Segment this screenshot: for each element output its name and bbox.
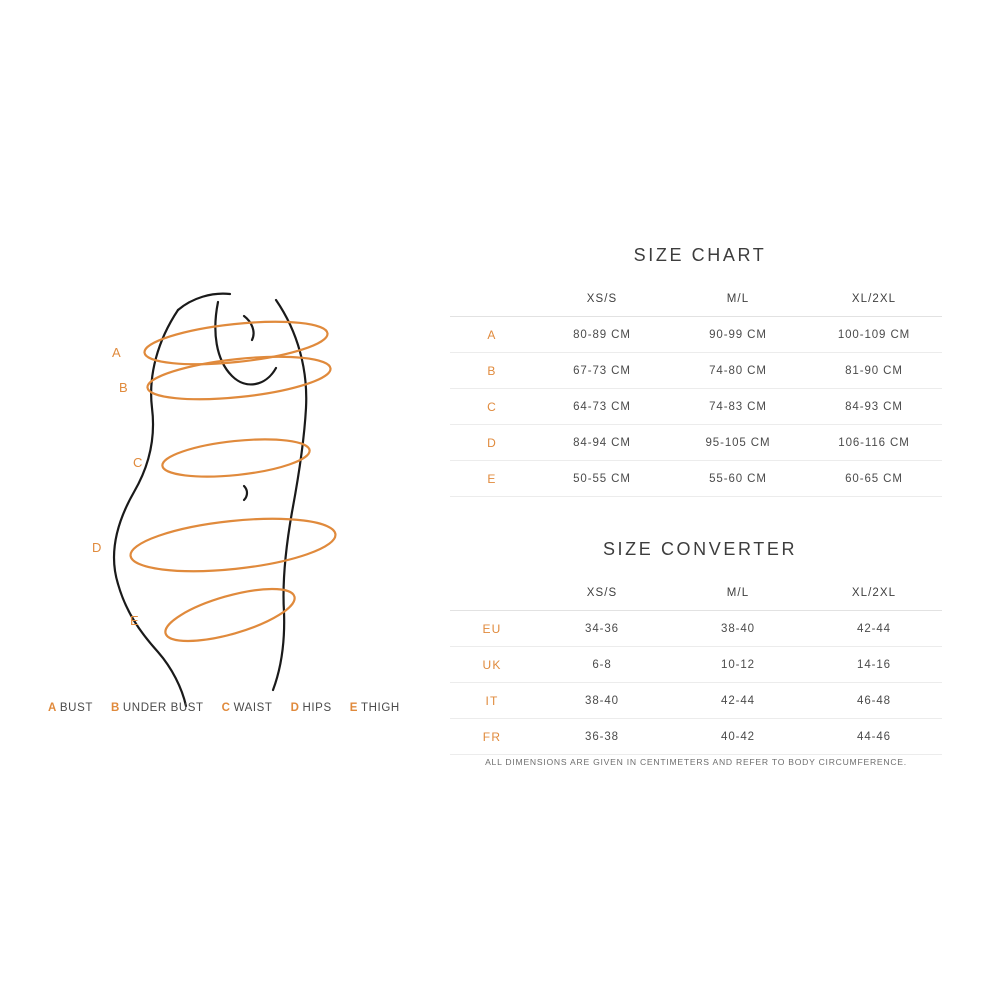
legend-key-c: C [221,702,231,714]
table-spacer [450,497,950,539]
legend-key-d: D [290,702,300,714]
cell-uk-m-l: 10-12 [670,647,806,683]
marker-a: A [112,345,121,360]
cell-eu-m-l: 38-40 [670,611,806,647]
table-row [450,425,942,461]
legend-label-e: THIGH [361,702,400,714]
table-row [450,647,942,683]
legend-label-c: WAIST [233,702,273,714]
table-row [450,683,942,719]
loop-d [128,510,338,579]
cell-fr-xl-2xl: 44-46 [806,719,942,755]
cell-b-xl-2xl: 81-90 CM [806,353,942,389]
legend-label-d: HIPS [302,702,332,714]
row-key-d: D [450,425,534,461]
row-key-e: E [450,461,534,497]
cell-a-m-l: 90-99 CM [670,317,806,353]
marker-d: D [92,540,102,555]
table-row [450,461,942,497]
cell-fr-m-l: 40-42 [670,719,806,755]
marker-b: B [119,380,128,395]
cell-fr-xs-s: 36-38 [534,719,670,755]
cell-c-xl-2xl: 84-93 CM [806,389,942,425]
cell-eu-xl-2xl: 42-44 [806,611,942,647]
cell-it-m-l: 42-44 [670,683,806,719]
cell-a-xs-s: 80-89 CM [534,317,670,353]
col-header-blank [450,282,534,317]
marker-c: C [133,455,143,470]
conv-col-header-xs-s: XS/S [534,576,670,611]
table-row [450,353,942,389]
size-converter-table [450,576,942,755]
size-chart-title: SIZE CHART [633,245,767,265]
size-chart-table [450,282,942,497]
table-header-row [450,282,942,317]
cell-b-m-l: 74-80 CM [670,353,806,389]
legend-key-a: A [48,702,57,714]
conv-col-header-blank [450,576,534,611]
col-header-xl-2xl: XL/2XL [806,282,942,317]
table-row [450,389,942,425]
legend-item-e [350,702,400,714]
cell-c-xs-s: 64-73 CM [534,389,670,425]
row-key-b: B [450,353,534,389]
legend-item-b [111,702,204,714]
cell-d-xl-2xl: 106-116 CM [806,425,942,461]
row-key-it: IT [450,683,534,719]
cell-it-xs-s: 38-40 [534,683,670,719]
table-row [450,611,942,647]
footnote: ALL DIMENSIONS ARE GIVEN IN CENTIMETERS AND REFER TO BODY CIRCUMFERENCE. [485,757,907,767]
row-key-eu: EU [450,611,534,647]
col-header-xs-s: XS/S [534,282,670,317]
cell-uk-xs-s: 6-8 [534,647,670,683]
cell-d-m-l: 95-105 CM [670,425,806,461]
size-tables [450,245,950,755]
table-row [450,317,942,353]
measurement-loops [128,314,338,651]
legend-item-d [291,702,332,714]
cell-e-m-l: 55-60 CM [670,461,806,497]
legend-key-b: B [110,702,120,714]
cell-b-xs-s: 67-73 CM [534,353,670,389]
loop-e [160,578,299,651]
marker-e: E [130,613,139,628]
row-key-c: C [450,389,534,425]
cell-d-xs-s: 84-94 CM [534,425,670,461]
table-header-row [450,576,942,611]
size-converter-title: SIZE CONVERTER [602,539,798,559]
conv-col-header-m-l: M/L [670,576,806,611]
col-header-m-l: M/L [670,282,806,317]
row-key-uk: UK [450,647,534,683]
legend [48,702,448,714]
row-key-fr: FR [450,719,534,755]
cell-c-m-l: 74-83 CM [670,389,806,425]
row-key-a: A [450,317,534,353]
legend-item-c [222,702,273,714]
conv-col-header-xl-2xl: XL/2XL [806,576,942,611]
legend-label-a: BUST [59,702,93,714]
legend-item-a [48,702,93,714]
loop-c [161,433,312,482]
cell-e-xs-s: 50-55 CM [534,461,670,497]
cell-a-xl-2xl: 100-109 CM [806,317,942,353]
cell-it-xl-2xl: 46-48 [806,683,942,719]
loop-labels [92,345,142,628]
legend-label-b: UNDER BUST [122,702,204,714]
body-measurement-illustration [30,240,460,720]
cell-eu-xs-s: 34-36 [534,611,670,647]
table-row [450,719,942,755]
cell-e-xl-2xl: 60-65 CM [806,461,942,497]
cell-uk-xl-2xl: 14-16 [806,647,942,683]
legend-key-e: E [349,702,358,714]
